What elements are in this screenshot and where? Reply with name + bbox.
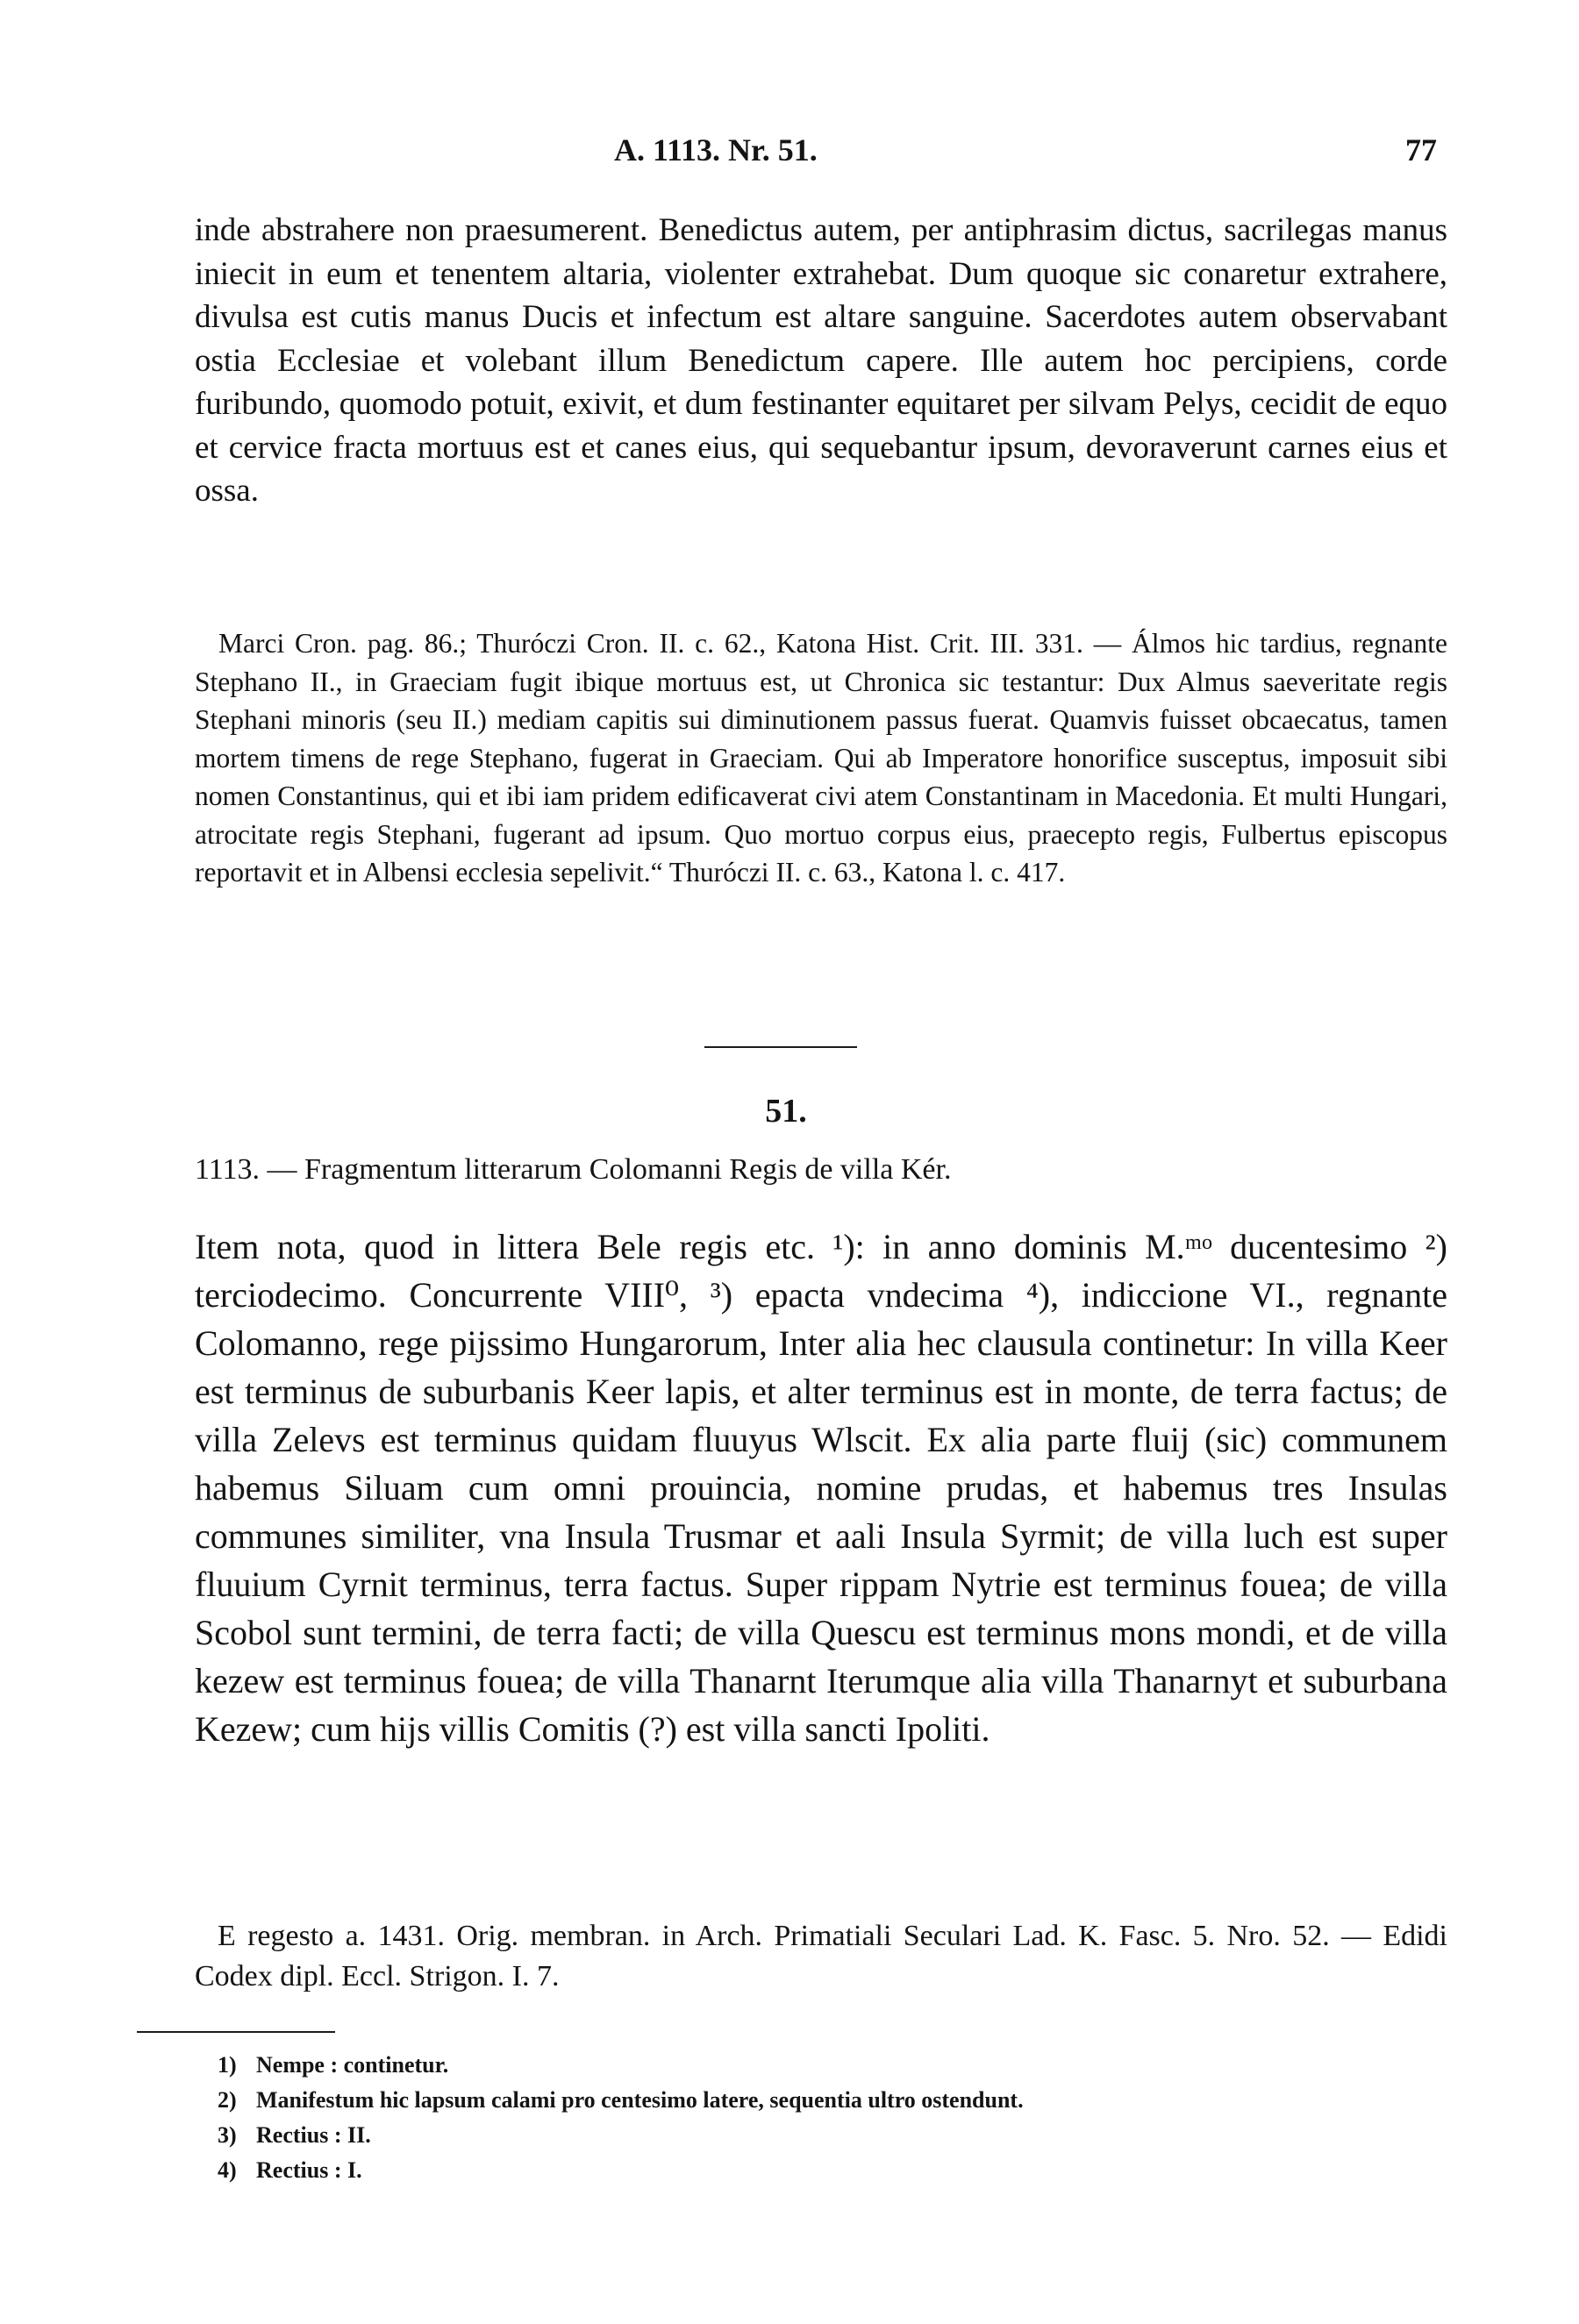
document-number (0, 1092, 1579, 1130)
footnote-text: Rectius : I. (256, 2157, 362, 2183)
footnotes (218, 2048, 1358, 2188)
main-paragraph: inde abstrahere non praesumerent. Benedictus autem, per antiphrasim dictus, sacrilegas manus iniecit in eum et tenentem altaria, violenter extrahebat. Dum quoque sic conaretur extrahere, divulsa est cutis manus Ducis et infectum est altare sanguine. Sacerdotes autem observabant ostia Ecclesiae et volebant illum Benedictum capere. Ille autem hoc percipiens, corde furibundo, quomodo potuit, exivit, et dum festinanter equitaret per silvam Pelys, cecidit de equo et cervice fracta mortuus est et canes eius, qui sequebantur ipsum, devoraverunt carnes eius et ossa. (195, 212, 1447, 509)
footnote-text: Nempe : continetur. (256, 2052, 449, 2078)
footnote (218, 2153, 1358, 2188)
running-title: A. 1113. Nr. 51. (614, 132, 818, 168)
footnote-text: Manifestum hic lapsum calami pro centesimo latere, sequentia ultro ostendunt. (256, 2087, 1024, 2113)
footnote (218, 2083, 1358, 2118)
footnote-divider (137, 2031, 335, 2033)
footnote-text: Rectius : II. (256, 2122, 371, 2148)
page-header (614, 132, 1447, 184)
document-number-text: 51. (765, 1093, 807, 1130)
document-title: 1113. — Fragmentum litterarum Colomanni Regis de villa Kér. (195, 1153, 952, 1186)
footnote-number: 4) (218, 2157, 237, 2183)
charter-text (195, 1223, 1447, 1753)
source-note (195, 1916, 1447, 1997)
main-text (195, 209, 1447, 513)
footnote-number: 2) (218, 2087, 237, 2113)
charter-paragraph: Item nota, quod in littera Bele regis etc. ¹): in anno dominis M.ᵐᵒ ducentesimo ²) terciodecimo. Concurrente VIII⁰, ³) epacta vndecima ⁴), indiccione VI., regnante Colomanno, rege pijssimo Hungarorum, Inter alia hec clausula continetur: In villa Keer est terminus de suburbanis Keer lapis, et alter terminus est in monte, de terra factus; de villa Zelevs est terminus quidam fluuyus Wlscit. Ex alia parte fluij (sic) communem habemus Siluam cum omni prouincia, nomine prudas, et habemus tres Insulas communes similiter, vna Insula Trusmar et aali Insula Syrmit; de villa luch est super fluuium Cyrnit terminus, terra factus. Super rippam Nytrie est terminus fouea; de villa Scobol sunt termini, de terra facti; de villa Quescu est terminus mons mondi, et de villa kezew est terminus fouea; de villa Thanarnt Iterumque alia villa Thanarnyt et suburbana Kezew; cum hijs villis Comitis (?) est villa sancti Ipoliti. (195, 1227, 1447, 1749)
source-paragraph: E regesto a. 1431. Orig. membran. in Arch. Primatiali Seculari Lad. K. Fasc. 5. Nro. 52. — Edidi Codex dipl. Eccl. Strigon. I. 7. (195, 1920, 1447, 1993)
footnote (218, 2118, 1358, 2153)
footnote-number: 1) (218, 2052, 237, 2078)
commentary-note (195, 624, 1447, 892)
section-divider (704, 1046, 857, 1048)
commentary-paragraph: Marci Cron. pag. 86.; Thuróczi Cron. II. c. 62., Katona Hist. Crit. III. 331. — Álmos hic tardius, regnante Stephano II., in Graeciam fugit ibique mortuus est, ut Chronica sic testantur: Dux Almus saeveritate regis Stephani minoris (seu II.) mediam capitis sui diminutionem passus fuerat. Quamvis fuisset obcaecatus, tamen mortem timens de rege Stephano, fugerat in Graeciam. Qui ab Imperatore honorifice susceptus, imposuit sibi nomen Constantinus, qui et ibi iam pridem edificaverat civi atem Constantinam in Macedonia. Et multi Hungari, atrocitate regis Stephani, fugerant ad ipsum. Quo mortuo corpus eius, praecepto regis, Fulbertus episcopus reportavit et in Albensi ecclesia sepelivit.“ Thuróczi II. c. 63., Katona l. c. 417. (195, 628, 1447, 888)
footnote (218, 2048, 1358, 2083)
footnote-number: 3) (218, 2122, 237, 2148)
page-number: 77 (1405, 132, 1437, 168)
